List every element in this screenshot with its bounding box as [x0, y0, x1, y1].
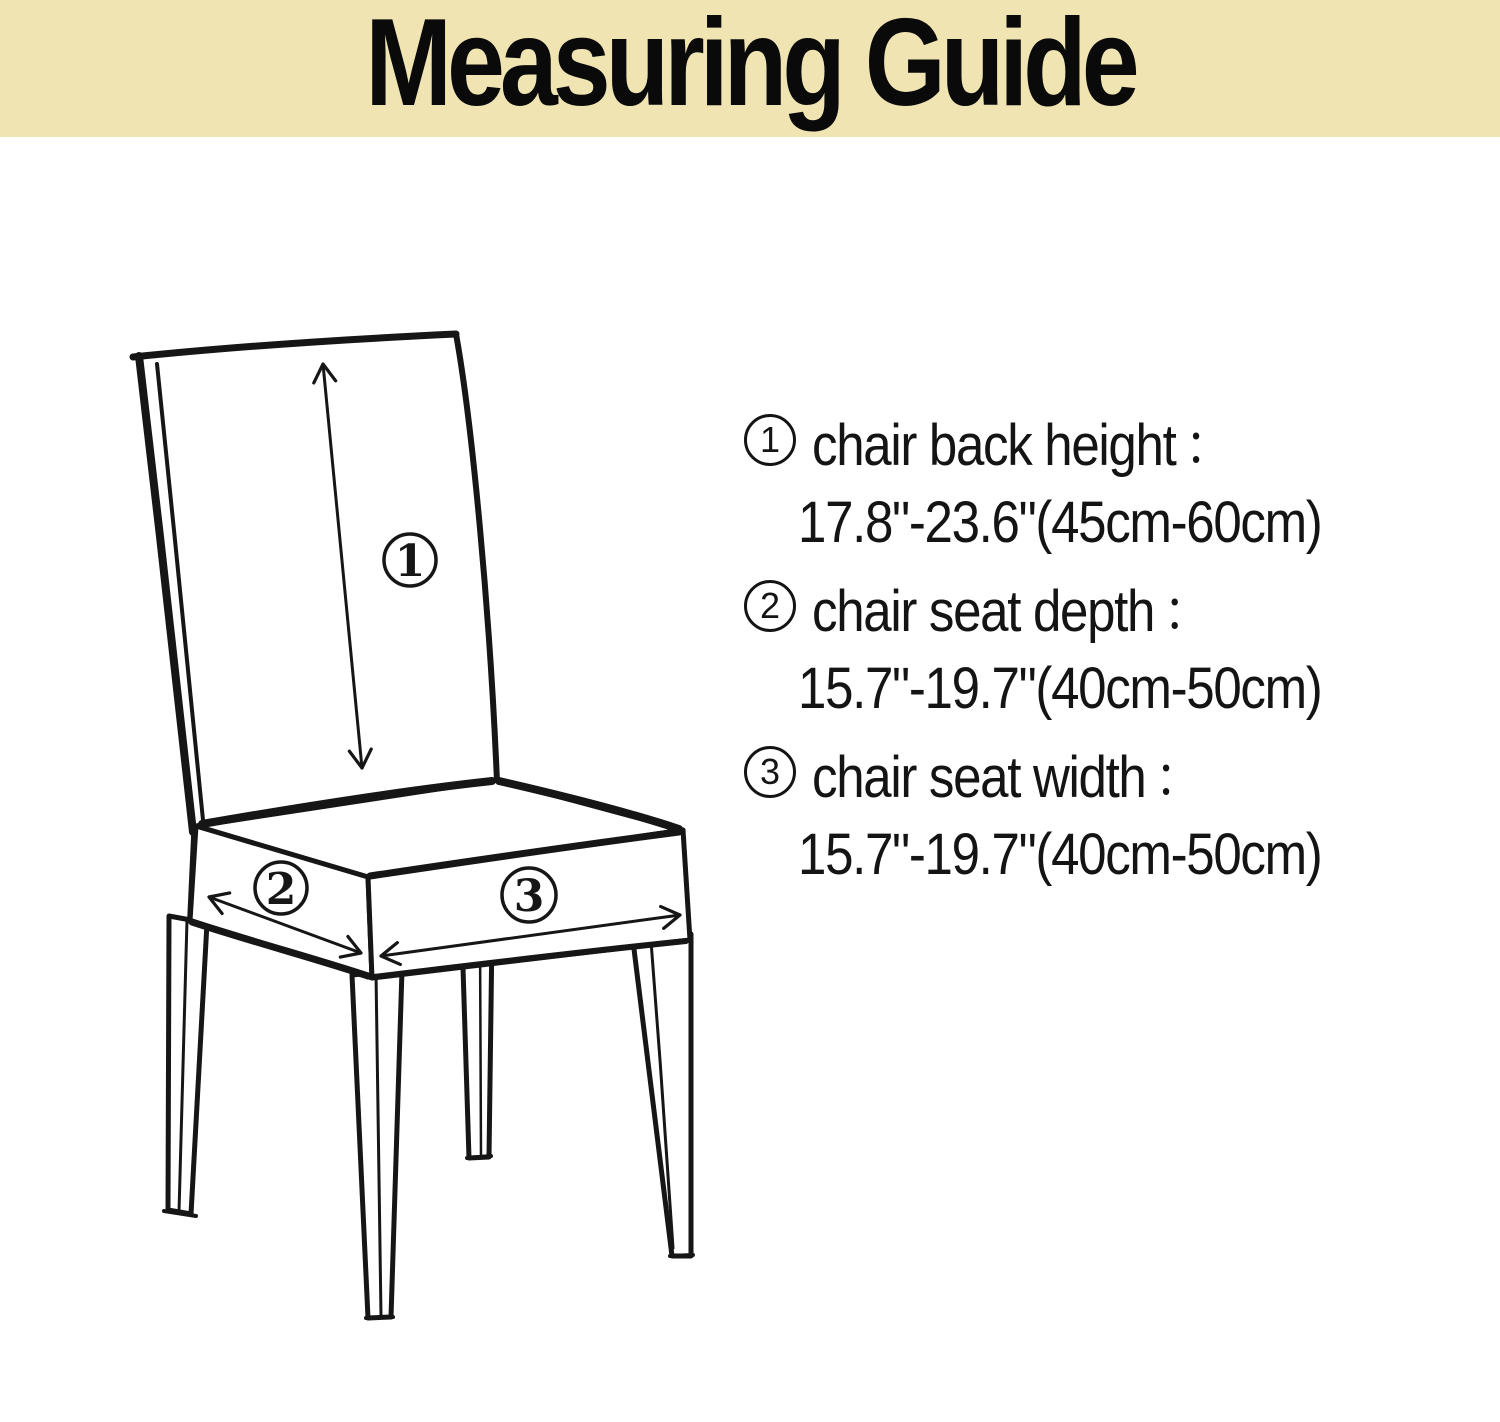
circled-number: 1 — [744, 414, 796, 466]
measurement-value-row — [744, 813, 1393, 896]
circled-number: 3 — [744, 746, 796, 798]
back-height-arrow — [323, 364, 362, 768]
diagram-label-2 — [255, 862, 307, 915]
measurement-label-row — [744, 398, 1393, 481]
measurement-label-row — [744, 564, 1393, 647]
measurement-label: chair back height ： — [812, 412, 1236, 478]
measurement-value-row — [744, 481, 1393, 564]
measurement-label: chair seat width ： — [812, 744, 1206, 810]
measurement-value-row — [744, 647, 1393, 730]
diagram-label-3 — [502, 868, 556, 922]
colon: ： — [1154, 744, 1206, 810]
diagram-digit-1: 1 — [394, 536, 426, 587]
diagram-label-1 — [384, 534, 436, 587]
circled-number: 2 — [744, 580, 796, 632]
measurement-value: 17.8"-23.6"(45cm-60cm) — [798, 490, 1322, 555]
measurement-label: chair seat depth ： — [812, 578, 1214, 644]
measurement-label-row — [744, 730, 1393, 813]
colon: ： — [1184, 412, 1236, 478]
measurement-value: 15.7"-19.7"(40cm-50cm) — [798, 656, 1322, 721]
diagram-digit-3: 3 — [513, 871, 545, 922]
colon: ： — [1162, 578, 1214, 644]
chair-legs — [164, 916, 693, 1318]
diagram-digit-2: 2 — [265, 864, 297, 915]
measurement-list — [744, 398, 1393, 896]
measurement-value: 15.7"-19.7"(40cm-50cm) — [798, 822, 1322, 887]
page-title: Measuring Guide — [365, 0, 1135, 132]
